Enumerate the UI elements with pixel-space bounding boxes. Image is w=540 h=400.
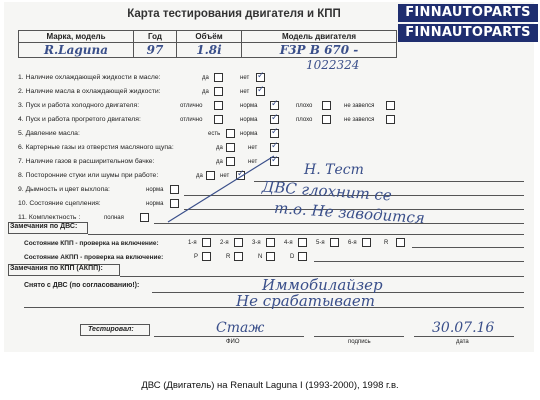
sign-label: подпись <box>348 339 371 345</box>
gear-4-label: 4-я <box>284 240 293 246</box>
date-note: 30.07.16 <box>432 320 495 336</box>
check-10-num: 10. <box>18 200 28 207</box>
check-2-num: 2. <box>18 88 24 95</box>
signature-note: Стаж <box>216 320 265 336</box>
row5-present-checkbox[interactable] <box>226 129 235 138</box>
fio-line <box>154 336 304 337</box>
row3-bad-label: плохо <box>296 103 313 109</box>
gear-6-checkbox[interactable] <box>362 238 371 247</box>
akpp-line <box>314 261 524 262</box>
gear-2-label: 2-я <box>220 240 229 246</box>
row7-yes-label: да <box>216 159 223 165</box>
gear-5-checkbox[interactable] <box>330 238 339 247</box>
remark-line-2: т.о. Не заводится <box>273 198 426 228</box>
check-7-text: Наличие газов в расширительном бачке: <box>25 158 155 165</box>
row3-normal-label: норма <box>240 103 258 109</box>
row4-excellent-checkbox[interactable] <box>214 115 223 124</box>
row10-normal-label: норма <box>146 201 164 207</box>
year-value: 97 <box>146 43 164 57</box>
check-4-text: Пуск и работа прогретого двигателя: <box>25 116 141 123</box>
auto-p-checkbox[interactable] <box>202 252 211 261</box>
check-7-num: 7. <box>18 158 24 165</box>
row8-yes-label: да <box>196 173 203 179</box>
row1-yes-label: да <box>202 75 209 81</box>
auto-r-label: R <box>226 254 231 260</box>
row11-full-label: полная <box>104 215 124 221</box>
sign-line <box>314 336 404 337</box>
check-1-num: 1. <box>18 74 24 81</box>
akpp-state-label: Состояние АКПП - проверка на включение: <box>24 254 164 261</box>
kpp-remarks-heading: Замечания по КПП (АКПП): <box>10 265 103 272</box>
check-4-num: 4. <box>18 116 24 123</box>
row6-yes-checkbox[interactable] <box>226 143 235 152</box>
auto-d-checkbox[interactable] <box>298 252 307 261</box>
check-3-text: Пуск и работа холодного двигателя: <box>25 102 140 109</box>
row4-bad-checkbox[interactable] <box>322 115 331 124</box>
auto-n-label: N <box>258 254 263 260</box>
check-11-text: Комплектность : <box>28 214 81 221</box>
check-3-num: 3. <box>18 102 24 109</box>
check-5-num: 5. <box>18 130 24 137</box>
removed-note-1: Иммобилайзер <box>262 276 383 294</box>
row6-yes-label: да <box>216 145 223 151</box>
row1-check-mark-icon: ✓ <box>257 71 265 81</box>
check-6-num: 6. <box>18 144 24 151</box>
row4-check-mark-icon: ✓ <box>271 113 279 123</box>
date-label: дата <box>456 339 469 345</box>
row11-full-checkbox[interactable] <box>140 213 149 222</box>
row5-normal-label: норма <box>240 131 258 137</box>
gear-5-label: 5-я <box>316 240 325 246</box>
row8-note: Н. Тест <box>304 162 364 178</box>
dvs-remarks-line <box>88 234 524 235</box>
check-11-num: 11. <box>18 214 27 221</box>
watermark-banner-top: FINNAUTOPARTS <box>398 4 538 22</box>
kpp-state-label: Состояние КПП - проверка на включение: <box>24 240 159 247</box>
check-2-text: Наличие масла в охлаждающей жидкости: <box>25 88 161 95</box>
dvs-remarks-heading: Замечания по ДВС: <box>10 223 78 230</box>
row2-no-label: нет <box>240 89 250 95</box>
auto-p-label: P <box>194 254 199 260</box>
brand-header: Марка, модель <box>19 31 134 43</box>
gear-r-checkbox[interactable] <box>396 238 405 247</box>
row5-present-label: есть <box>208 131 221 137</box>
check-8-text: Посторонние стуки или шумы при работе: <box>25 172 159 179</box>
fio-label: ФИО <box>226 339 240 345</box>
row6-no-label: нет <box>248 145 258 151</box>
row3-excellent-label: отлично <box>180 103 203 109</box>
gear-r-label: R <box>384 240 389 246</box>
row4-normal-label: норма <box>240 117 258 123</box>
gear-2-checkbox[interactable] <box>234 238 243 247</box>
row7-no-label: нет <box>248 159 258 165</box>
row2-check-mark-icon: ✓ <box>257 85 265 95</box>
row4-nostart-label: не завелся <box>344 117 375 123</box>
watermark-banner-bottom: FINNAUTOPARTS <box>398 24 538 42</box>
tested-label: Тестировал: <box>88 326 134 333</box>
gear-6-label: 6-я <box>348 240 357 246</box>
row6-check-mark-icon: ✓ <box>271 141 279 151</box>
engine-header: Модель двигателя <box>242 31 397 43</box>
check-6-text: Картерные газы из отверстия масляного щупа: <box>25 144 174 151</box>
strike-through-icon <box>164 152 284 232</box>
row3-excellent-checkbox[interactable] <box>214 101 223 110</box>
row7-check-mark-icon: ✓ <box>271 155 279 165</box>
row4-nostart-checkbox[interactable] <box>386 115 395 124</box>
row8-check-mark-icon: ✓ <box>237 169 245 179</box>
remark-line-1: ДВС глохнит се <box>261 177 393 205</box>
gear-1-checkbox[interactable] <box>202 238 211 247</box>
row2-yes-checkbox[interactable] <box>214 87 223 96</box>
check-9-text: Дымность и цвет выхлопа: <box>25 186 110 193</box>
date-line <box>414 336 514 337</box>
auto-r-checkbox[interactable] <box>234 252 243 261</box>
auto-d-label: D <box>290 254 295 260</box>
row1-yes-checkbox[interactable] <box>214 73 223 82</box>
photo-caption: ДВС (Двигатель) на Renault Laguna I (1993-2000), 1998 г.в. <box>141 380 399 391</box>
row8-no-label: нет <box>220 173 230 179</box>
gear-3-label: 3-я <box>252 240 261 246</box>
check-10-text: Состояние сцепления: <box>29 200 101 207</box>
year-header: Год <box>134 31 177 43</box>
check-9-num: 9. <box>18 186 24 193</box>
row4-excellent-label: отлично <box>180 117 203 123</box>
row5-check-mark-icon: ✓ <box>271 127 279 137</box>
row3-nostart-checkbox[interactable] <box>386 101 395 110</box>
check-5-text: Давление масла: <box>25 130 80 137</box>
check-1-text: Наличие охлаждающей жидкости в масле: <box>25 74 161 81</box>
brand-value: R.Laguna <box>44 43 108 57</box>
engine-serial: 1022324 <box>306 58 360 72</box>
gear-4-checkbox[interactable] <box>298 238 307 247</box>
removed-heading: Снято с ДВС (по согласованию!): <box>24 282 140 289</box>
row4-bad-label: плохо <box>296 117 313 123</box>
auto-n-checkbox[interactable] <box>266 252 275 261</box>
row3-check-mark-icon: ✓ <box>271 99 279 109</box>
vehicle-table <box>18 30 397 58</box>
gear-1-label: 1-я <box>188 240 197 246</box>
volume-header: Объём <box>177 31 242 43</box>
row3-nostart-label: не завелся <box>344 103 375 109</box>
gear-3-checkbox[interactable] <box>266 238 275 247</box>
row2-yes-label: да <box>202 89 209 95</box>
test-card <box>4 2 534 352</box>
removed-note-2: Не срабатывает <box>236 292 375 310</box>
row9-normal-label: норма <box>146 187 164 193</box>
row1-no-label: нет <box>240 75 250 81</box>
engine-value: F3P B 670 - <box>279 43 359 57</box>
row3-bad-checkbox[interactable] <box>322 101 331 110</box>
volume-value: 1.8i <box>196 43 222 57</box>
card-title: Карта тестирования двигателя и КПП <box>127 8 341 20</box>
kpp-line <box>412 247 524 248</box>
check-8-num: 8. <box>18 172 24 179</box>
